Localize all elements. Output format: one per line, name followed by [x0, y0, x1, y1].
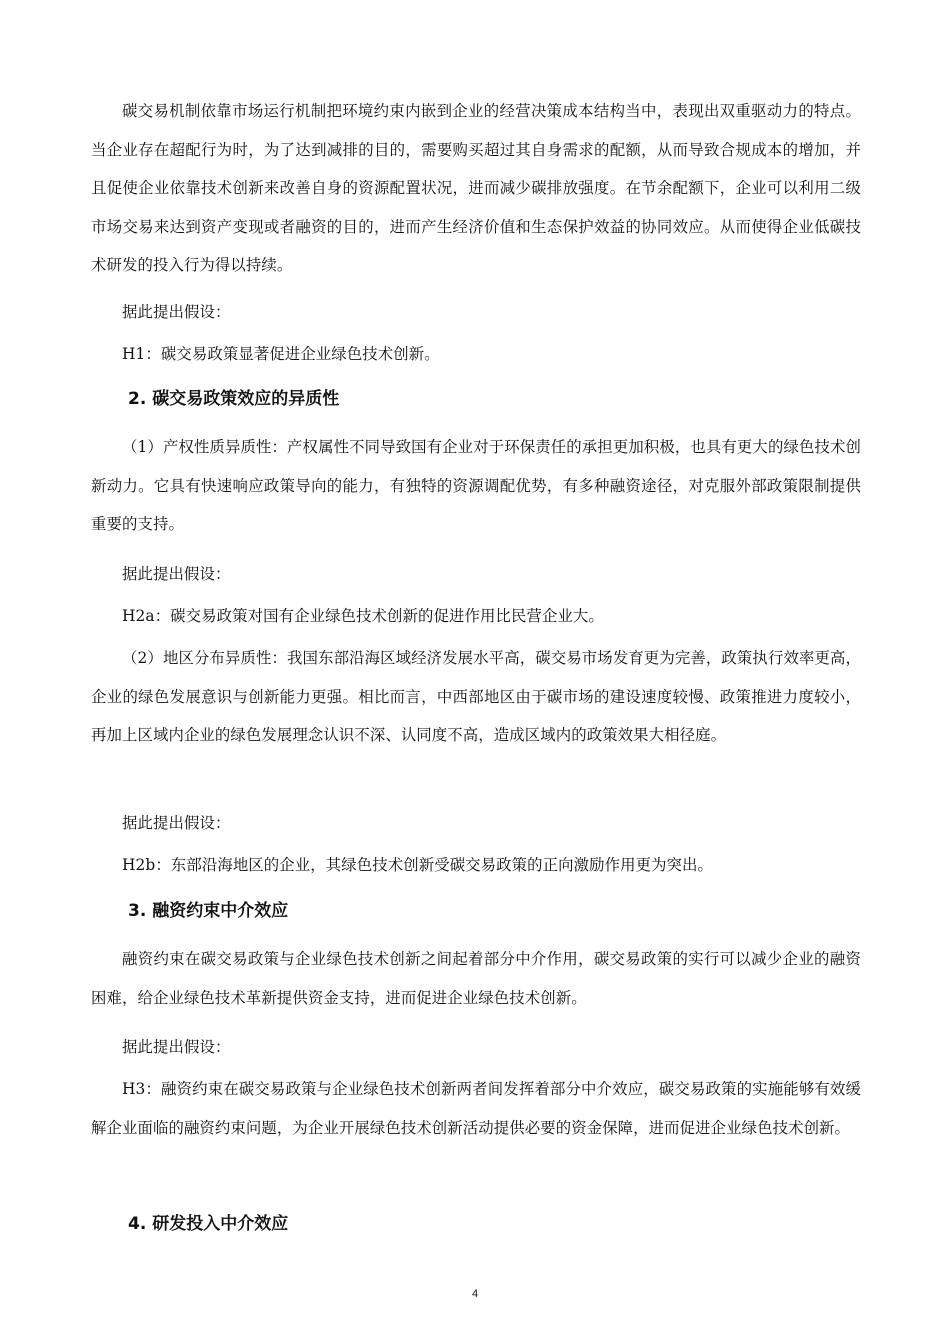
section-heading-4: 4. 研发投入中介效应 — [128, 1214, 289, 1234]
paragraph-ownership-heterogeneity: （1）产权性质异质性：产权属性不同导致国有企业对于环保责任的承担更加积极，也具有更大的绿色技术创新动力。它具有快速响应政策导向的能力，有独特的资源调配优势，有多种融资途径，对克服外部政策限制提供重要的支持。 — [91, 438, 861, 533]
paragraph-hypothesis-intro-4: 据此提出假设： — [122, 1038, 231, 1056]
hypothesis-h2a: H2a：碳交易政策对国有企业绿色技术创新的促进作用比民营企业大。 — [122, 607, 604, 625]
paragraph-hypothesis-intro-2: 据此提出假设： — [122, 565, 231, 583]
paragraph-regional-heterogeneity: （2）地区分布异质性：我国东部沿海区域经济发展水平高，碳交易市场发育更为完善，政策执行效率更高，企业的绿色发展意识与创新能力更强。相比而言，中西部地区由于碳市场的建设速度较慢、政策推进力度较小，再加上区域内企业的绿色发展理念认识不深、认同度不高，造成区域内的政策效果大相径庭。 — [91, 649, 861, 744]
hypothesis-h3: H3：融资约束在碳交易政策与企业绿色技术创新两者间发挥着部分中介效应，碳交易政策的实施能够有效缓解企业面临的融资约束问题，为企业开展绿色技术创新活动提供必要的资金保障，进而促进企业绿色技术创新。 — [91, 1080, 861, 1137]
paragraph-financing-constraint: 融资约束在碳交易政策与企业绿色技术创新之间起着部分中介作用，碳交易政策的实行可以减少企业的融资困难，给企业绿色技术革新提供资金支持，进而促进企业绿色技术创新。 — [91, 950, 861, 1007]
hypothesis-h1: H1：碳交易政策显著促进企业绿色技术创新。 — [122, 345, 440, 363]
hypothesis-h2b: H2b：东部沿海地区的企业，其绿色技术创新受碳交易政策的正向激励作用更为突出。 — [122, 856, 714, 874]
page-number: 4 — [471, 1288, 479, 1300]
section-heading-2: 2. 碳交易政策效应的异质性 — [128, 389, 340, 409]
paragraph-hypothesis-intro-1: 据此提出假设： — [122, 303, 231, 321]
paragraph-hypothesis-intro-3: 据此提出假设： — [122, 814, 231, 832]
paragraph-carbon-mechanism: 碳交易机制依靠市场运行机制把环境约束内嵌到企业的经营决策成本结构当中，表现出双重驱动力的特点。当企业存在超配行为时，为了达到减排的目的，需要购买超过其自身需求的配额，从而导致合规成本的增加，并且促使企业依靠技术创新来改善自身的资源配置状况，进而减少碳排放强度。在节余配额下，企业可以利用二级市场交易来达到资产变现或者融资的目的，进而产生经济价值和生态保护效益的协同效应。从而使得企业低碳技术研发的投入行为得以持续。 — [91, 102, 861, 274]
section-heading-3: 3. 融资约束中介效应 — [128, 901, 289, 921]
